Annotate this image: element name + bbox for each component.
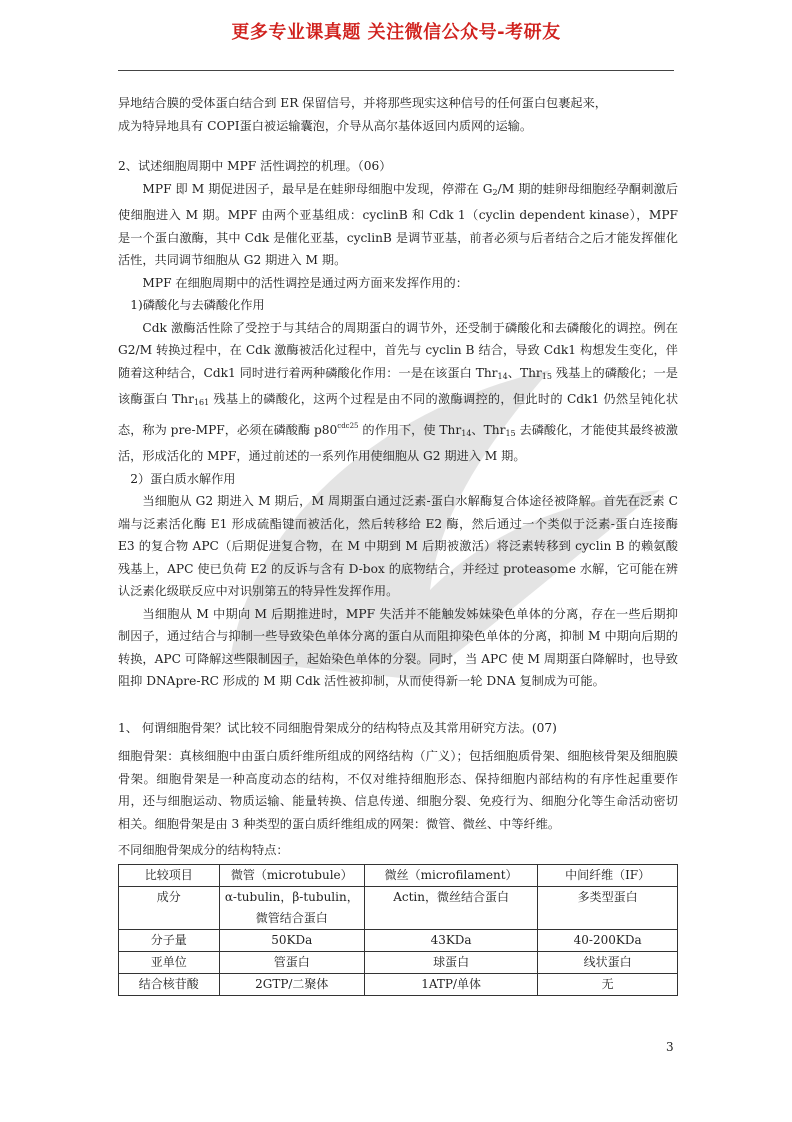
table-row xyxy=(119,951,678,973)
paragraph-cytoskeleton-definition: 细胞骨架：真核细胞中由蛋白质纤维所组成的网络结构（广义）；包括细胞质骨架、细胞核骨架及细胞膜骨架。细胞骨架是一种高度动态的结构，不仅对维持细胞形态、保持细胞内部结构的有序性起重要作用，还与细胞运动、物质运输、能量转换、信息传递、细胞分裂、免疫行为、细胞分化等生命活动密切相关。细胞骨架是由 3 种类型的蛋白质纤维组成的网架：微管、微丝、中等纤维。 xyxy=(118,749,678,831)
question-cytoskeleton-title: 1、 何谓细胞骨架？试比较不同细胞骨架成分的结构特点及其常用研究方法。(07) xyxy=(118,720,557,735)
table-cell: 分子量 xyxy=(119,929,220,951)
paragraph-mpf-regulation: MPF 在细胞周期中的活性调控是通过两方面来发挥作用的： xyxy=(142,275,468,290)
table-row xyxy=(119,973,678,995)
page-number: 3 xyxy=(666,1040,674,1054)
table-cell: 40-200KDa xyxy=(538,929,678,951)
paragraph-anaphase: 当细胞从 M 中期向 M 后期推进时，MPF 失活并不能触发姊妹染色单体的分离，存在一些后期抑制因子，通过结合与抑制一些导致染色单体分离的蛋白从而阻抑染色单体的分离，抑制 M 中期向后期的转换，APC 可降解这些限制因子，起始染色单体的分裂。同时，当 APC 使 M 周期蛋白降解时，也导致阻抑 DNApre-RC 形成的 M 期 Cdk 活性被抑制，从而使得新一轮 DNA 复制成为可能。 xyxy=(118,606,678,688)
table-cell: Actin，微丝结合蛋白 xyxy=(364,886,537,929)
table-cell: α-tubulin，β-tubulin，微管结合蛋白 xyxy=(219,886,364,929)
document-body xyxy=(118,92,678,996)
table-row xyxy=(119,886,678,929)
table-cell: 2GTP/二聚体 xyxy=(219,973,364,995)
table-cell: 多类型蛋白 xyxy=(538,886,678,929)
paragraph-phosphorylation: Cdk 激酶活性除了受控于与其结合的周期蛋白的调节外，还受制于磷酸化和去磷酸化的调控。例在 G2/M 转换过程中，在 Cdk 激酶被活化过程中，首先与 cyclin B 结合，导致 Cdk1 构想发生变化，伴随着这种结合，Cdk1 同时进行着两种磷酸化作用：一是在该蛋白 Thr$_{14}$、Thr$_{15}$ 残基上的磷酸化；一是该酶蛋白 Thr$_{161}$ 残基上的磷酸化，这两个过程是由不同的激酶调控的，但此时的 Cdk1 仍然呈钝化状态，称为 pre-MPF，必须在磷酸酶 $p80^{cdc25}$ 的作用下，使 Thr$_{14}$、Thr$_{15}$ 去磷酸化，才能使其最终被激活，形成活化的 MPF，通过前述的一系列作用使细胞从 G2 期进入 M 期。 xyxy=(118,320,679,463)
cytoskeleton-comparison-table xyxy=(118,864,678,996)
intro-line-1: 异地结合膜的受体蛋白结合到 ER 保留信号，并将那些现实这种信号的任何蛋白包裹起来， xyxy=(118,96,607,110)
table-header-cell: 中间纤维（IF） xyxy=(538,864,678,886)
table-header-cell: 微管（microtubule） xyxy=(219,864,364,886)
table-cell: 无 xyxy=(538,973,678,995)
paragraph-proteolysis: 当细胞从 G2 期进入 M 期后，M 周期蛋白通过泛素-蛋白水解酶复合体途径被降解。首先在泛素 C 端与泛素活化酶 E1 形成硫酯键而被活化，然后转移给 E2 酶，然后通过一个类似于泛素-蛋白连接酶 E3 的复合物 APC（后期促进复合物，在 M 中期到 M 后期被激活）将泛素转移到 cyclin B 的赖氨酸残基上，APC 使已负荷 E2 的反诉与含有 D-box 的底物结合，并经过 proteasome 水解，它可能在辨认泛素化级联反应中对识别第五的特异性发挥作用。 xyxy=(118,494,678,598)
table-header-row xyxy=(119,864,678,886)
table-header-cell: 比较项目 xyxy=(119,864,220,886)
table-caption: 不同细胞骨架成分的结构特点： xyxy=(118,843,289,857)
question-2-title: 2、试述细胞周期中 MPF 活性调控的机理。（06） xyxy=(118,159,392,173)
table-header-cell: 微丝（microfilament） xyxy=(364,864,537,886)
table-cell: 50KDa xyxy=(219,929,364,951)
table-cell: 线状蛋白 xyxy=(538,951,678,973)
table-cell: 1ATP/单体 xyxy=(364,973,537,995)
table-row xyxy=(119,929,678,951)
paragraph-mpf-definition: MPF 即 M 期促进因子，最早是在蛙卵母细胞中发现，停滞在 $G_2/M$ 期的蛙卵母细胞经孕酮刺激后使细胞进入 M 期。MPF 由两个亚基组成：cyclinB 和 Cdk 1（cyclin dependent kinase），MPF 是一个蛋白激酶，其中 Cdk 是催化亚基，cyclinB 是调节亚基，前者必须与后者结合之后才能发挥催化活性，共同调节细胞从 G2 期进入 M 期。 xyxy=(118,181,678,267)
header-divider xyxy=(118,70,674,71)
table-cell: 管蛋白 xyxy=(219,951,364,973)
heading-phosphorylation: 1)磷酸化与去磷酸化作用 xyxy=(130,298,265,312)
table-cell: 亚单位 xyxy=(119,951,220,973)
heading-proteolysis: 2）蛋白质水解作用 xyxy=(130,471,236,486)
table-cell: 成分 xyxy=(119,886,220,929)
table-cell: 43KDa xyxy=(364,929,537,951)
table-cell: 结合核苷酸 xyxy=(119,973,220,995)
header-banner: 更多专业课真题 关注微信公众号-考研友 xyxy=(231,22,561,43)
intro-line-2: 成为特异地具有 COPⅠ蛋白被运输囊泡，介导从高尔基体返回内质网的运输。 xyxy=(118,118,533,133)
table-cell: 球蛋白 xyxy=(364,951,537,973)
